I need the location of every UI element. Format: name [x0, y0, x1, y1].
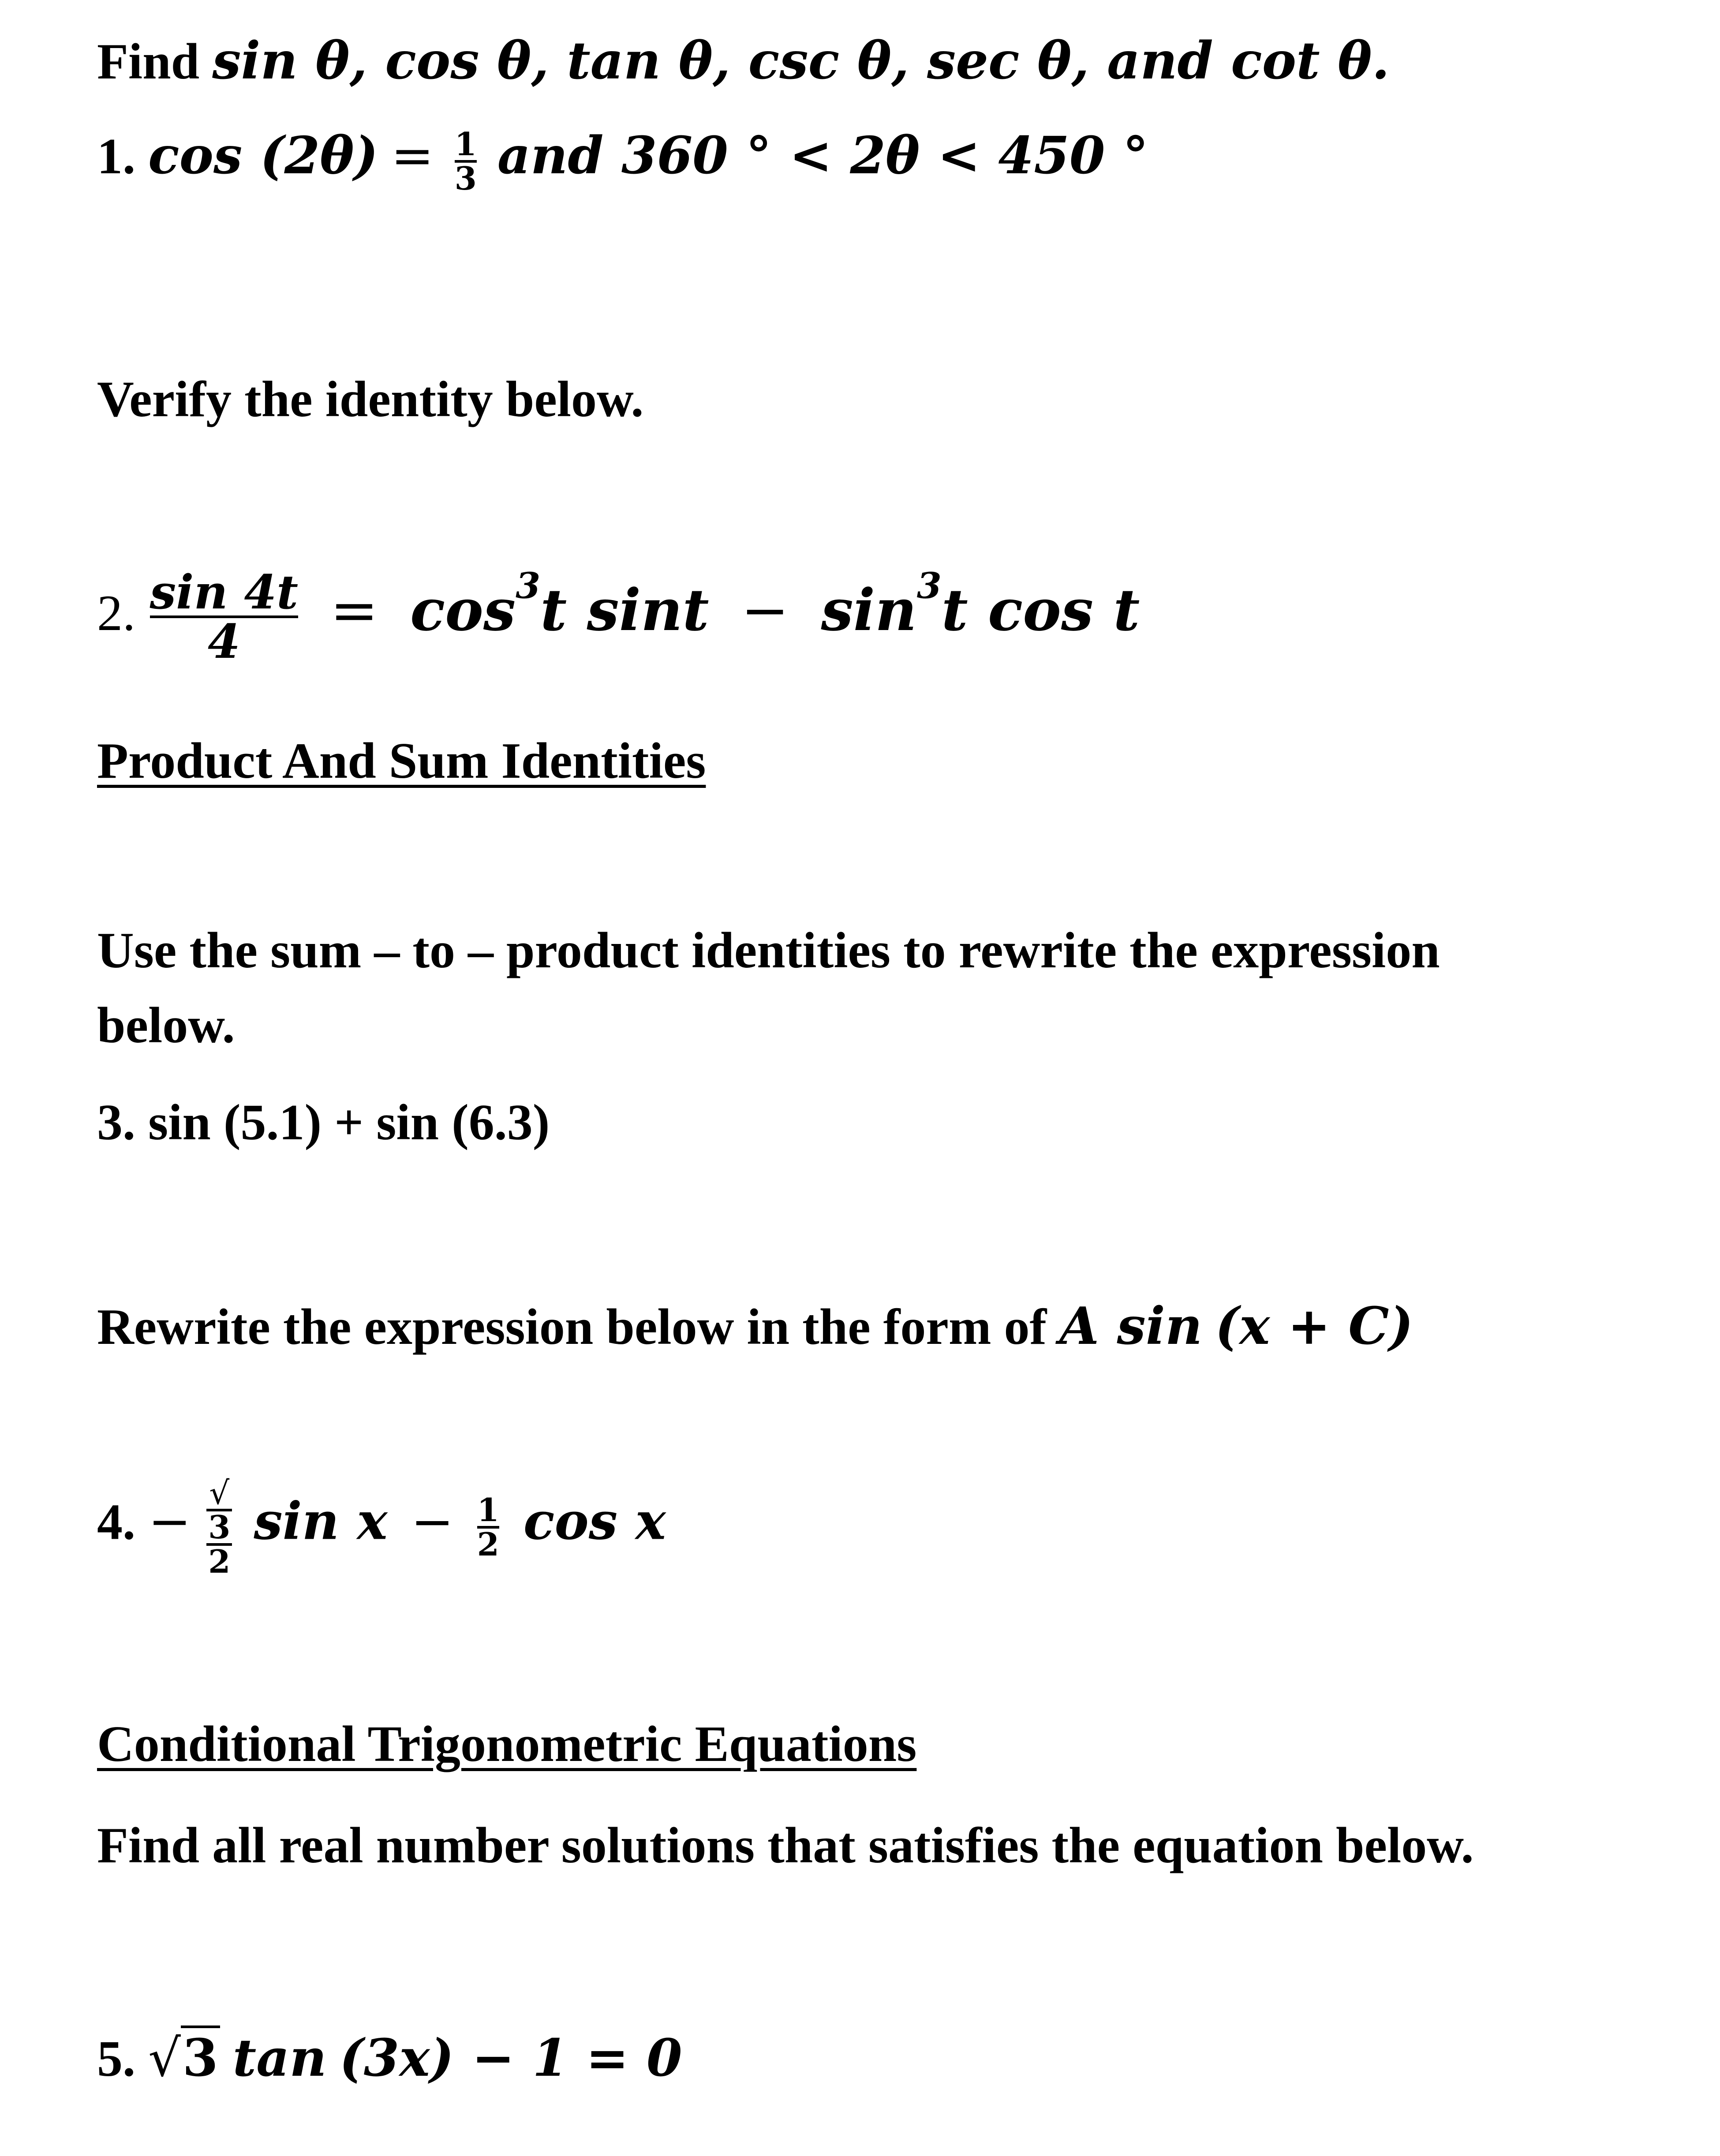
intro-line: [97, 31, 1390, 91]
rewrite-formula-b: (x + C): [1215, 1296, 1413, 1356]
problem-1-equals: =: [391, 126, 434, 186]
problem-1-lhs: cos (2θ): [148, 126, 378, 186]
solutions-instruction: Find all real number solutions that satisfies the equation below.: [97, 1817, 1474, 1874]
problem-2-term2-exponent: 3: [916, 565, 942, 607]
problem-3: 3. sin (5.1) + sin (6.3): [97, 1094, 550, 1151]
problem-4-fraction-1: [206, 1474, 232, 1580]
problem-2-term2-rest: t cos t: [941, 576, 1140, 644]
problem-5-radical: [148, 2028, 220, 2088]
problem-5-number: 5.: [97, 2031, 135, 2087]
problem-1-fraction: [454, 125, 477, 198]
problem-2-term1-base: cos: [410, 576, 516, 644]
problem-5-tan: tan: [232, 2028, 327, 2088]
verify-heading: Verify the identity below.: [97, 371, 644, 428]
intro-find: Find: [97, 34, 200, 90]
problem-5-radical-arg: 3: [181, 2025, 220, 2088]
problem-2-term1-exponent: 3: [516, 565, 541, 607]
problem-4-minus: −: [411, 1492, 454, 1552]
problem-4-denominator-2: 2: [477, 1526, 499, 1563]
problem-4-cosx: cos x: [523, 1491, 666, 1552]
problem-1: [97, 125, 1148, 198]
problem-4-denominator-1: 2: [206, 1543, 232, 1578]
problem-4: [97, 1474, 666, 1580]
problem-4-radical: [206, 1474, 232, 1546]
problem-5: [97, 2028, 682, 2089]
problem-1-numerator: 1: [454, 125, 477, 163]
problem-4-numerator-1: [206, 1474, 232, 1546]
problem-4-number: 4.: [97, 1494, 135, 1551]
problem-1-number: 1.: [97, 128, 135, 185]
problem-2-denominator: 4: [150, 615, 299, 665]
problem-2: [97, 564, 1140, 669]
section-title-conditional: Conditional Trigonometric Equations: [97, 1716, 917, 1772]
problem-2-minus: −: [741, 576, 789, 644]
problem-2-fraction: [150, 564, 299, 669]
problem-4-sinx: sin x: [254, 1491, 388, 1552]
problem-4-radical-arg: 3: [206, 1509, 232, 1543]
problem-2-term1-rest: t sint: [540, 576, 709, 644]
problem-2-term2-base: sin: [821, 576, 917, 644]
problem-4-negative: −: [148, 1492, 191, 1552]
problem-2-equals: =: [330, 576, 378, 644]
section-title-product-sum: Product And Sum Identities: [97, 733, 706, 789]
problem-1-condition: and 360 ° < 2θ < 450 °: [497, 126, 1148, 186]
sum-product-instruction-line1: Use the sum – to – product identities to rewrite the expression: [97, 922, 1440, 979]
problem-1-denominator: 3: [454, 160, 477, 198]
problem-4-radical-sign: √: [209, 1474, 230, 1511]
intro-functions: sin θ, cos θ, tan θ, csc θ, sec θ, and cot θ.: [212, 31, 1390, 91]
problem-2-term1: [410, 565, 709, 644]
rewrite-instruction-text: Rewrite the expression below in the form of: [97, 1299, 1047, 1355]
problem-2-numerator: sin 4t: [150, 564, 299, 619]
problem-4-fraction-2: [477, 1491, 499, 1563]
rewrite-instruction: [97, 1296, 1413, 1357]
rewrite-formula-a: A sin: [1059, 1296, 1203, 1356]
problem-4-numerator-2: 1: [477, 1491, 499, 1529]
problem-5-rest: (3x) − 1 = 0: [339, 2028, 682, 2088]
sum-product-instruction-line2: below.: [97, 997, 235, 1054]
problem-2-term2: [821, 565, 1140, 644]
problem-5-radical-sign: √: [148, 2029, 181, 2088]
problem-2-number: 2.: [97, 585, 135, 642]
